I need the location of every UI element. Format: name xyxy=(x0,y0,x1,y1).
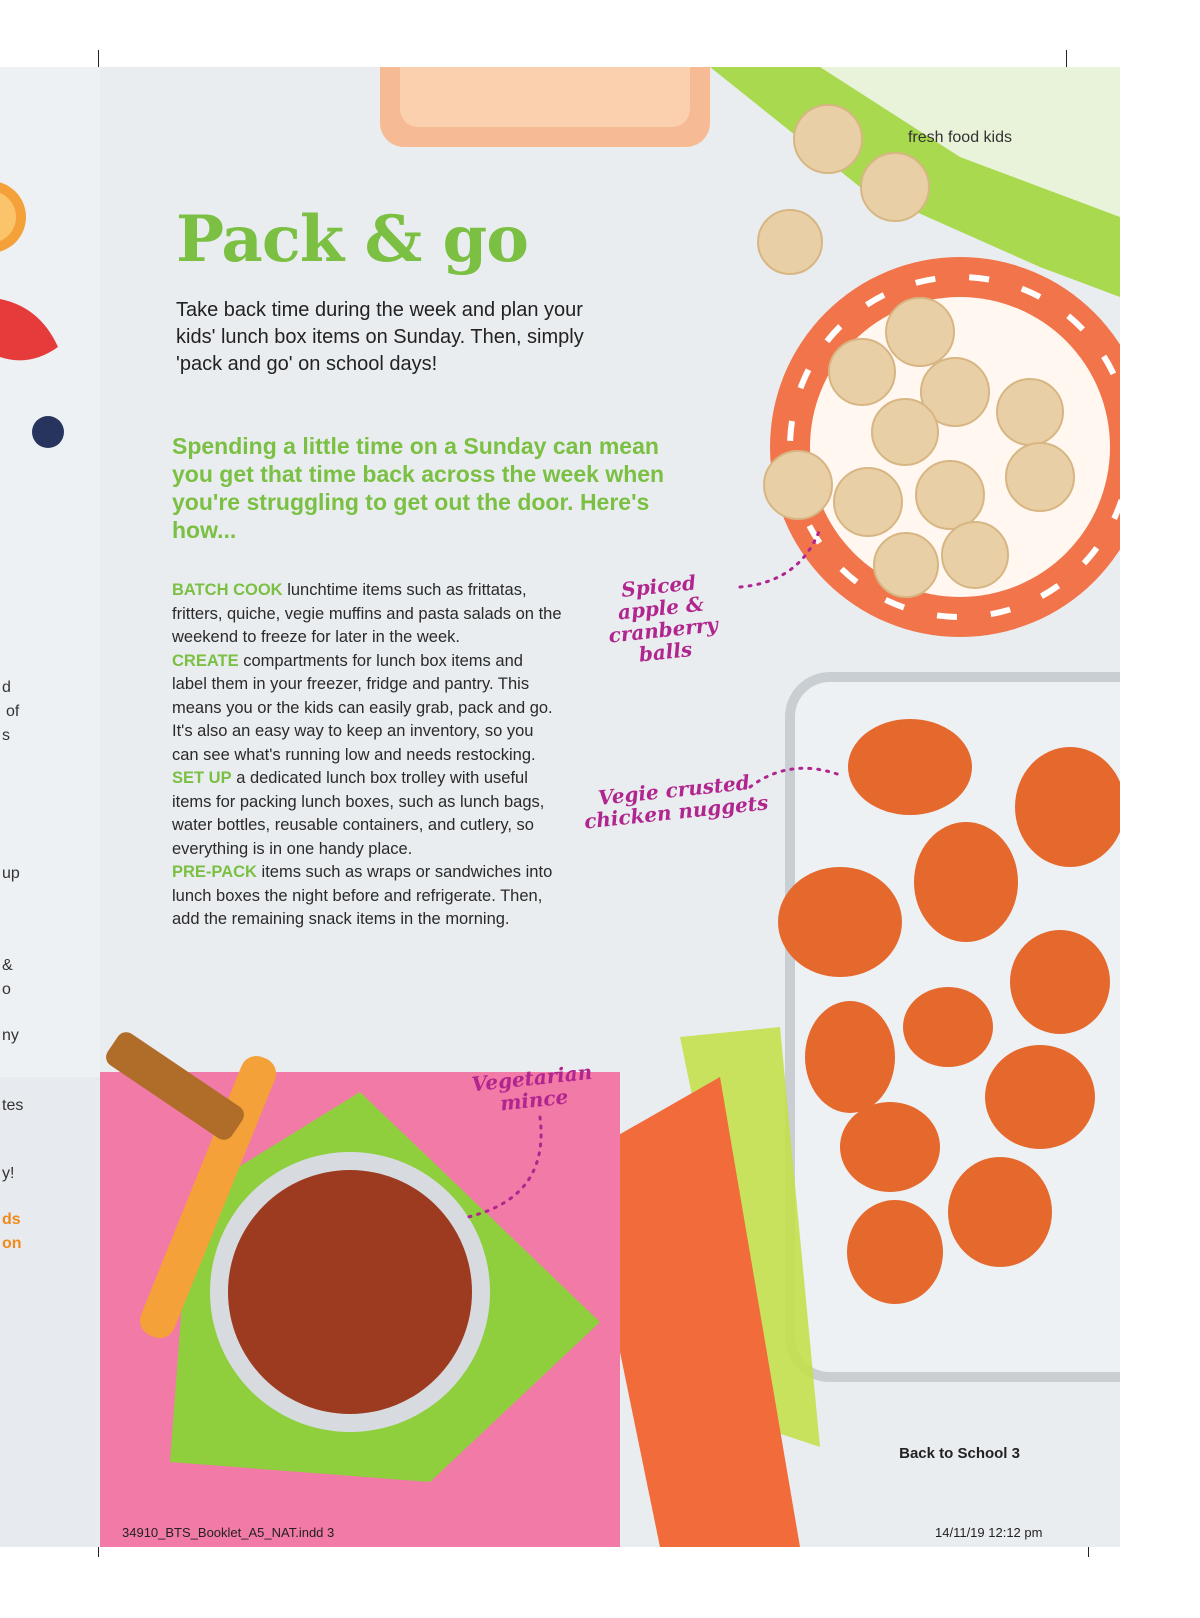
fragment-text: of xyxy=(6,703,20,720)
tip-key: SET UP xyxy=(172,769,232,787)
tip-item xyxy=(172,579,562,650)
tip-item xyxy=(172,861,562,932)
tip-text: a dedicated lunch box trolley with useful items for packing lunch boxes, such as lunch bags, water bottles, reusable containers, and cutlery, so everything is in one handy place. xyxy=(172,769,545,858)
fruit-photo xyxy=(0,67,100,1547)
tips-list xyxy=(172,579,562,932)
fragment-text: o xyxy=(2,981,11,998)
fragment-text: s xyxy=(2,727,10,744)
tip-text: items such as wraps or sandwiches into lunch boxes the night before and refrigerate. Then, add the remaining snack items in the morning. xyxy=(172,863,553,928)
tip-text: compartments for lunch box items and label them in your freezer, fridge and pantry. This means you or the kids can easily grab, pack and go. It's also an easy way to keep an inventory, so you can see what's running low and needs restocking. xyxy=(172,651,553,764)
fragment-text: ds xyxy=(2,1211,21,1228)
page-footer: Back to School 3 xyxy=(899,1445,1020,1462)
tip-key: BATCH COOK xyxy=(172,581,283,599)
annotation-nuggets: Vegie crusted chicken nuggets xyxy=(582,770,770,834)
slug-filename: 34910_BTS_Booklet_A5_NAT.indd 3 xyxy=(122,1525,335,1540)
fragment-text: on xyxy=(2,1235,22,1252)
slug-date: 14/11/19 12:12 pm xyxy=(935,1525,1043,1540)
tip-key: PRE-PACK xyxy=(172,863,257,881)
previous-page-edge xyxy=(0,67,100,1547)
tip-item xyxy=(172,767,562,861)
fragment-text: y! xyxy=(2,1165,15,1182)
section-tag: fresh food kids xyxy=(907,129,1012,146)
tip-key: CREATE xyxy=(172,651,239,670)
magazine-page xyxy=(100,67,1120,1547)
intro-text: Take back time during the week and plan your kids' lunch box items on Sunday. Then, simply 'pack and go' on school days! xyxy=(176,299,584,375)
annotation-balls: Spiced apple & cranberry balls xyxy=(607,570,719,667)
fragment-text: & xyxy=(2,957,13,974)
fragment-text: ny xyxy=(2,1027,19,1044)
fragment-text: d xyxy=(2,679,11,696)
tip-text: lunchtime items such as frittatas, fritters, quiche, vegie muffins and pasta salads on the weekend to freeze for later in the week. xyxy=(172,581,562,646)
tip-item xyxy=(172,650,562,768)
fragment-text: tes xyxy=(2,1097,24,1114)
fragment-text: up xyxy=(2,865,20,882)
annotation-mince: Vegetarian mince xyxy=(470,1059,594,1116)
lead-paragraph: Spending a little time on a Sunday can mean you get that time back across the week when you're struggling to get out the door. Here's how... xyxy=(172,433,665,543)
page-title: Pack & go xyxy=(176,202,528,277)
